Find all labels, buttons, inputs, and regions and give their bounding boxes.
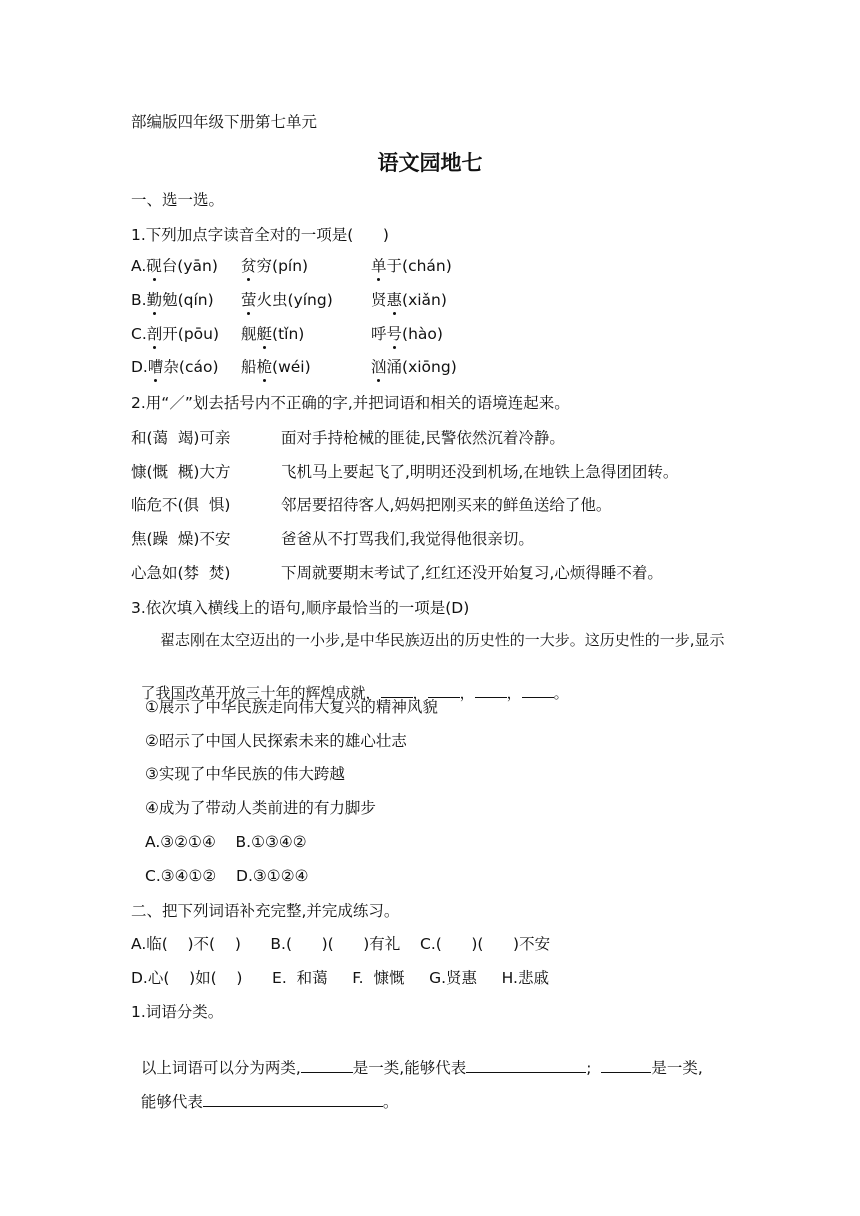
option-4: ④成为了带动人类前进的有力脚步 — [145, 799, 376, 817]
fill-blank[interactable] — [522, 682, 554, 698]
fill-blank[interactable] — [428, 682, 460, 698]
dotted-char: 嘈 — [147, 358, 164, 376]
word-suffix: 开(pōu) — [162, 325, 220, 343]
word-suffix: 勉(qín) — [162, 291, 214, 309]
q1-option-2-word-2 — [241, 290, 333, 310]
word-suffix: (xiǎn) — [402, 291, 447, 309]
dotted-char: 贫 — [241, 257, 257, 275]
idiom-item[interactable]: 慷(慨 概)大方 — [131, 463, 231, 481]
page-title: 语文园地七 — [377, 151, 483, 175]
q1-option-3-word-1 — [131, 324, 219, 344]
question-3-paragraph-line-1: 翟志刚在太空迈出的一小步,是中华民族迈出的历史性的一大步。这历史性的一步,显示 — [160, 631, 725, 649]
section-1-heading: 一、选一选。 — [131, 191, 225, 209]
q1-option-label: B. — [131, 291, 147, 309]
word-suffix: (wéi) — [272, 358, 311, 376]
dotted-char: 砚 — [146, 257, 162, 275]
dotted-char: 勤 — [146, 291, 163, 309]
dotted-char: 萤 — [241, 291, 257, 309]
fill-blank[interactable] — [475, 682, 507, 698]
context-sentence[interactable]: 爸爸从不打骂我们,我觉得他很亲切。 — [281, 530, 534, 548]
word-suffix: (tǐn) — [272, 325, 305, 343]
q1-option-3-word-2 — [241, 324, 304, 344]
word-suffix: 火虫(yíng) — [256, 291, 333, 309]
classify-line-2 — [131, 1071, 398, 1112]
question-2-stem: 2.用“／”划去括号内不正确的字,并把词语和相关的语境连起来。 — [131, 394, 570, 412]
q1-option-label: A. — [131, 257, 147, 275]
choices-row-2: C.③④①② D.③①②④ — [145, 867, 309, 885]
word-prefix: 船 — [241, 358, 257, 376]
q1-option-3-word-3 — [371, 324, 443, 344]
fill-blank[interactable] — [601, 1057, 651, 1073]
word-prefix: 舰 — [241, 325, 257, 343]
dotted-char: 桅 — [256, 358, 273, 376]
word-suffix: 涌(xiōng) — [386, 358, 457, 376]
q1-option-1-word-3 — [371, 256, 452, 276]
classify-text-f: 。 — [382, 1093, 399, 1111]
context-sentence[interactable]: 飞机马上要起飞了,明明还没到机场,在地铁上急得团团转。 — [281, 463, 679, 481]
q1-option-label: C. — [131, 325, 147, 343]
classify-text-c: ; — [586, 1059, 592, 1077]
section-2-heading: 二、把下列词语补充完整,并完成练习。 — [131, 902, 400, 920]
word-prefix: 呼 — [371, 325, 387, 343]
paragraph-text: 了我国改革开放三十年的辉煌成就， — [140, 684, 381, 702]
q1-option-2-word-1 — [131, 290, 214, 310]
dotted-char: 号 — [386, 325, 403, 343]
dotted-char: 剖 — [146, 325, 163, 343]
option-1: ①展示了中华民族走向伟大复兴的精神风貌 — [145, 698, 438, 716]
classify-text-d: 是一类, — [651, 1059, 703, 1077]
word-suffix: 台(yān) — [161, 257, 218, 275]
word-suffix: 于(chán) — [386, 257, 452, 275]
q1-option-4-word-2 — [241, 357, 311, 377]
fill-blank[interactable] — [466, 1057, 586, 1073]
words-row-2: D.心( )如( ) E. 和蔼 F. 慷慨 G.贤惠 H.悲戚 — [131, 969, 549, 987]
words-row-1: A.临( )不( ) B.( )( )有礼 C.( )( )不安 — [131, 935, 551, 953]
classify-text-b: 是一类,能够代表 — [352, 1059, 467, 1077]
dotted-char: 惠 — [386, 291, 403, 309]
unit-header: 部编版四年级下册第七单元 — [131, 113, 318, 131]
fill-blank[interactable] — [203, 1091, 383, 1107]
q1-option-2-word-3 — [371, 290, 447, 310]
idiom-item[interactable]: 心急如(棼 焚) — [131, 564, 231, 582]
word-suffix: 杂(cáo) — [163, 358, 219, 376]
q1-option-4-word-1 — [131, 357, 219, 377]
task-1-heading: 1.词语分类。 — [131, 1003, 224, 1021]
word-suffix: (hào) — [402, 325, 443, 343]
question-3-paragraph-line-2: 了我国改革开放三十年的辉煌成就， ， ， ， 。 — [140, 684, 569, 702]
fill-blank[interactable] — [381, 682, 413, 698]
option-2: ②昭示了中国人民探索未来的雄心壮志 — [145, 732, 407, 750]
dotted-char: 单 — [371, 257, 387, 275]
q1-option-label: D. — [131, 358, 148, 376]
classify-text-a: 以上词语可以分为两类, — [140, 1059, 301, 1077]
context-sentence[interactable]: 面对手持枪械的匪徒,民警依然沉着冷静。 — [281, 429, 565, 447]
word-suffix: 穷(pín) — [256, 257, 309, 275]
dotted-char: 艇 — [256, 325, 273, 343]
word-prefix: 贤 — [371, 291, 387, 309]
idiom-item[interactable]: 临危不(俱 惧) — [131, 496, 231, 514]
question-1-stem: 1.下列加点字读音全对的一项是( ) — [131, 226, 389, 244]
question-3-stem: 3.依次填入横线上的语句,顺序最恰当的一项是(D) — [131, 599, 470, 617]
q1-option-1-word-2 — [241, 256, 308, 276]
context-sentence[interactable]: 下周就要期末考试了,红红还没开始复习,心烦得睡不着。 — [281, 564, 663, 582]
context-sentence[interactable]: 邻居要招待客人,妈妈把刚买来的鲜鱼送给了他。 — [281, 496, 612, 514]
classify-text-e: 能够代表 — [140, 1093, 203, 1111]
idiom-item[interactable]: 焦(躁 燥)不安 — [131, 530, 231, 548]
q1-option-1-word-1 — [131, 256, 218, 276]
choices-row-1: A.③②①④ B.①③④② — [145, 833, 307, 851]
idiom-item[interactable]: 和(蔼 竭)可亲 — [131, 429, 231, 447]
option-3: ③实现了中华民族的伟大跨越 — [145, 765, 345, 783]
dotted-char: 汹 — [371, 358, 387, 376]
q1-option-4-word-3 — [371, 357, 457, 377]
